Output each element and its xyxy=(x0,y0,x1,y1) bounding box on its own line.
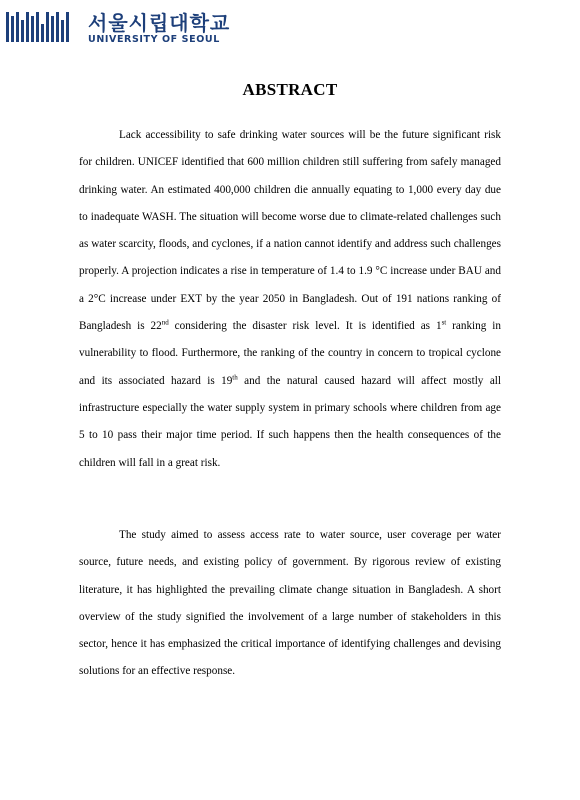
logo-korean-name: 서울시립대학교 xyxy=(88,11,231,35)
page-title: ABSTRACT xyxy=(242,80,338,99)
logo-emblem-icon xyxy=(6,12,70,42)
logo-english-name: UNIVERSITY OF SEOUL xyxy=(88,34,220,45)
paragraph-text: ranking in vulnerability to flood. Furthermore, the ranking of the country in concern to tropical cyclone and its associated hazard is 19 xyxy=(79,320,501,387)
university-logo xyxy=(6,8,231,46)
paragraph-text: Lack accessibility to safe drinking water sources will be the future significant risk for children. UNICEF identified that 600 million children still suffering from safely managed drinking water. An estimated 400,000 children die annually equating to 1,000 every day due to inadequate WASH. The situation will become worse due to climate-related challenges such as water scarcity, floods, and cyclones, if a nation cannot identify and address such challenges properly. A projection indicates a rise in temperature of 1.4 to 1.9 °C increase under BAU and a 2°C increase under EXT by the year 2050 in Bangladesh. Out of 191 nations ranking of Bangladesh is 22 xyxy=(79,129,501,333)
abstract-paragraph-2: The study aimed to assess access rate to water source, user coverage per water source, future needs, and existing policy of government. By rigorous review of existing literature, it has highlighted the prevailing climate change situation in Bangladesh. A short overview of the study signified the involvement of a large number of stakeholders in this sector, hence it has emphasized the critical importance of identifying challenges and devising solutions for an effective response. xyxy=(79,529,501,678)
abstract-paragraph-1 xyxy=(79,122,501,477)
superscript: nd xyxy=(161,318,169,327)
paragraph-text: and the natural caused hazard will affect mostly all infrastructure especially the water supply system in primary schools where children from age 5 to 10 pass their major time period. If such happens then the health consequences of the children will fall in a great risk. xyxy=(79,374,502,469)
superscript: th xyxy=(232,372,238,381)
superscript: st xyxy=(441,318,447,327)
paragraph-text: considering the disaster risk level. It is identified as 1 xyxy=(168,320,442,333)
